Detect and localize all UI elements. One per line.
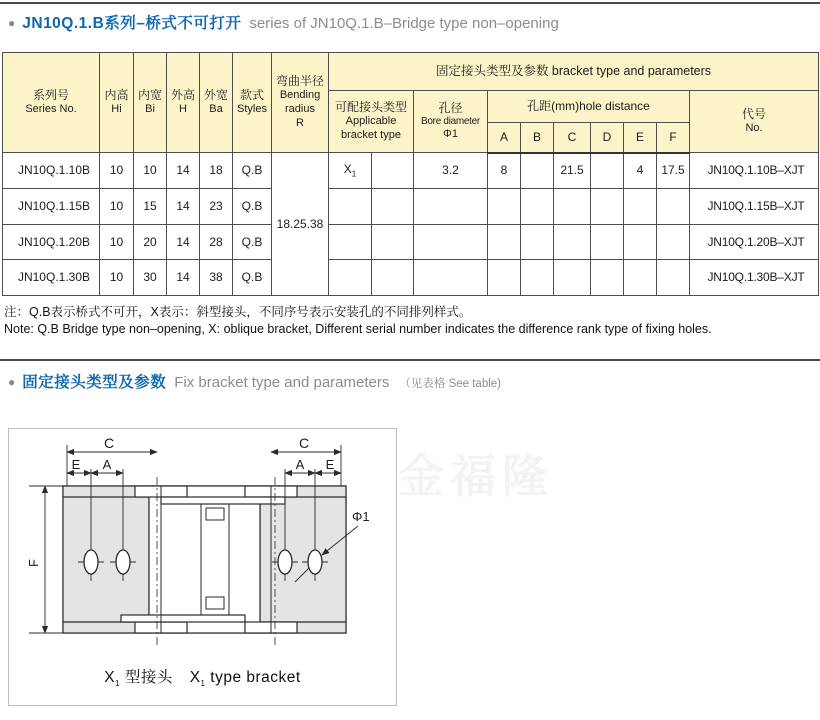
cell-E: 4 <box>624 153 657 189</box>
cell-hi: 10 <box>100 260 134 296</box>
cell-bi: 15 <box>134 189 167 225</box>
header-line: 外宽 <box>203 88 228 103</box>
section1-title-en: series of JN10Q.1.B–Bridge type non–opening <box>249 15 559 32</box>
dim-label-a-right: A <box>295 457 305 472</box>
cell-hi: 10 <box>100 189 134 225</box>
cell-A: 8 <box>488 153 521 189</box>
group-header-bracket-params: 固定接头类型及参数 bracket type and parameters <box>329 53 819 91</box>
cell-ba: 23 <box>200 189 233 225</box>
cell-bending-radius: 18.25.38 <box>272 153 329 296</box>
cell-B <box>521 260 554 296</box>
diagram-caption <box>9 665 396 688</box>
cell-bi: 20 <box>134 225 167 260</box>
caption-zh: 型接头 <box>124 669 173 686</box>
cell-F <box>657 260 690 296</box>
table-row <box>3 260 819 296</box>
cell-bracket-type-extra <box>372 153 414 189</box>
section-divider <box>0 359 820 361</box>
cell-code-no: JN10Q.1.20B–XJT <box>690 225 819 260</box>
cell-C: 21.5 <box>554 153 591 189</box>
section1-title-zh: JN10Q.1.B系列–桥式不可打开 <box>22 15 242 32</box>
col-header-B: B <box>521 123 554 153</box>
cell-style: Q.B <box>233 260 272 296</box>
top-divider <box>0 2 820 4</box>
cell-style: Q.B <box>233 225 272 260</box>
header-line: 外高 <box>170 88 195 103</box>
dim-label-e-left: E <box>71 457 81 472</box>
cell-bi: 30 <box>134 260 167 296</box>
header-line: radius <box>285 103 315 116</box>
col-header-F: F <box>657 123 690 153</box>
header-line: H <box>179 103 187 116</box>
dim-label-c-right: C <box>298 435 310 451</box>
cell-F <box>657 225 690 260</box>
col-header-C: C <box>554 123 591 153</box>
header-line: Bi <box>145 103 155 116</box>
caption-sub2: 1 <box>200 679 206 689</box>
cell-hi: 10 <box>100 153 134 189</box>
header-line: Applicable <box>345 115 397 128</box>
watermark-text: 金福隆 <box>398 450 554 502</box>
cell-D <box>591 189 624 225</box>
bracket-symbol: X <box>343 161 352 176</box>
dim-label-a-left: A <box>102 457 112 472</box>
cell-A <box>488 260 521 296</box>
cell-F: 17.5 <box>657 153 690 189</box>
cell-style: Q.B <box>233 153 272 189</box>
cell-E <box>624 225 657 260</box>
cell-h: 14 <box>167 153 200 189</box>
cell-ba: 28 <box>200 225 233 260</box>
dim-label-f: F <box>26 559 41 567</box>
header-row-1 <box>3 53 819 91</box>
dim-label-c-left: C <box>103 435 115 451</box>
header-line: 可配接头类型 <box>334 100 407 115</box>
cell-B <box>521 225 554 260</box>
col-header-bore-diameter <box>414 91 488 153</box>
col-header-series <box>3 53 100 153</box>
col-header-hole-distance: 孔距(mm)hole distance <box>488 91 690 123</box>
cell-hi: 10 <box>100 225 134 260</box>
cell-bore <box>414 225 488 260</box>
header-line: bracket type <box>341 129 401 141</box>
cell-D <box>591 225 624 260</box>
col-header-styles <box>233 53 272 153</box>
col-header-code-no <box>690 91 819 153</box>
cell-bracket-type <box>329 225 372 260</box>
cell-bracket-type-extra <box>372 260 414 296</box>
cell-h: 14 <box>167 225 200 260</box>
cell-B <box>521 189 554 225</box>
cell-ba: 18 <box>200 153 233 189</box>
header-line: 代号 <box>741 107 766 122</box>
header-line: Styles <box>237 103 267 116</box>
section2-title-zh: 固定接头类型及参数 <box>22 374 167 391</box>
caption-en: type bracket <box>210 669 301 686</box>
spec-table <box>2 52 819 296</box>
cell-h: 14 <box>167 189 200 225</box>
bullet-icon: ● <box>8 16 16 30</box>
header-line: 弯曲半径 <box>275 74 324 89</box>
col-header-h <box>167 53 200 153</box>
col-header-applicable-bracket <box>329 91 414 153</box>
table-row <box>3 225 819 260</box>
bracket-diagram-box <box>8 428 397 706</box>
cell-bracket-type-extra <box>372 225 414 260</box>
cell-D <box>591 260 624 296</box>
cell-series: JN10Q.1.10B <box>3 153 100 189</box>
dim-label-phi1: Φ1 <box>352 509 370 524</box>
header-line: Bore diameter <box>421 115 480 127</box>
header-line: 系列号 <box>32 88 69 103</box>
cell-A <box>488 189 521 225</box>
bracket-technical-drawing <box>9 429 396 661</box>
cell-E <box>624 260 657 296</box>
col-header-A: A <box>488 123 521 153</box>
col-header-ba <box>200 53 233 153</box>
cell-C <box>554 225 591 260</box>
col-header-hi <box>100 53 134 153</box>
cell-style: Q.B <box>233 189 272 225</box>
table-row <box>3 153 819 189</box>
cell-bracket-type <box>329 260 372 296</box>
cell-C <box>554 260 591 296</box>
header-line: 款式 <box>239 88 264 103</box>
cell-F <box>657 189 690 225</box>
section1-header <box>8 11 559 33</box>
section2-hint: （见表格 See table) <box>399 378 501 390</box>
cell-D <box>591 153 624 189</box>
caption-sub1: 1 <box>115 679 121 689</box>
header-line: Series No. <box>25 103 77 116</box>
section2-header <box>8 370 501 392</box>
cell-bracket-type <box>329 153 372 189</box>
col-header-D: D <box>591 123 624 153</box>
header-line: No. <box>745 122 763 135</box>
note-zh: 注：Q.B表示桥式不可开，X表示：斜型接头，不同序号表示安装孔的不同排列样式。 <box>4 305 472 319</box>
cell-bracket-type <box>329 189 372 225</box>
header-line: 孔径 <box>438 100 463 115</box>
header-line: 内宽 <box>137 88 162 103</box>
bracket-subscript: 1 <box>351 169 357 179</box>
cell-bore: 3.2 <box>414 153 488 189</box>
cell-series: JN10Q.1.20B <box>3 225 100 260</box>
cell-A <box>488 225 521 260</box>
col-header-E: E <box>624 123 657 153</box>
cell-code-no: JN10Q.1.10B–XJT <box>690 153 819 189</box>
header-line: R <box>296 116 304 129</box>
cell-code-no: JN10Q.1.30B–XJT <box>690 260 819 296</box>
cell-bore <box>414 260 488 296</box>
cell-h: 14 <box>167 260 200 296</box>
cell-series: JN10Q.1.30B <box>3 260 100 296</box>
col-header-bending-radius <box>272 53 329 153</box>
note-en: Note: Q.B Bridge type non–opening, X: oblique bracket, Different serial number indicates the difference rank type of fixing holes. <box>4 322 712 336</box>
cell-ba: 38 <box>200 260 233 296</box>
cell-bore <box>414 189 488 225</box>
cell-bi: 10 <box>134 153 167 189</box>
cell-code-no: JN10Q.1.15B–XJT <box>690 189 819 225</box>
cell-E <box>624 189 657 225</box>
section2-title-en: Fix bracket type and parameters <box>174 374 390 391</box>
header-line: 内高 <box>104 88 129 103</box>
table-row <box>3 189 819 225</box>
caption-x1: X <box>104 669 116 686</box>
header-line: Ba <box>209 103 223 116</box>
header-line: Bending <box>279 89 321 102</box>
cell-bracket-type-extra <box>372 189 414 225</box>
header-line: Hi <box>111 103 122 116</box>
header-line: Φ1 <box>443 128 458 141</box>
cell-B <box>521 153 554 189</box>
col-header-bi <box>134 53 167 153</box>
dim-label-e-right: E <box>325 457 335 472</box>
caption-x2: X <box>189 669 201 686</box>
cell-series: JN10Q.1.15B <box>3 189 100 225</box>
cell-C <box>554 189 591 225</box>
bullet-icon: ● <box>8 375 16 389</box>
